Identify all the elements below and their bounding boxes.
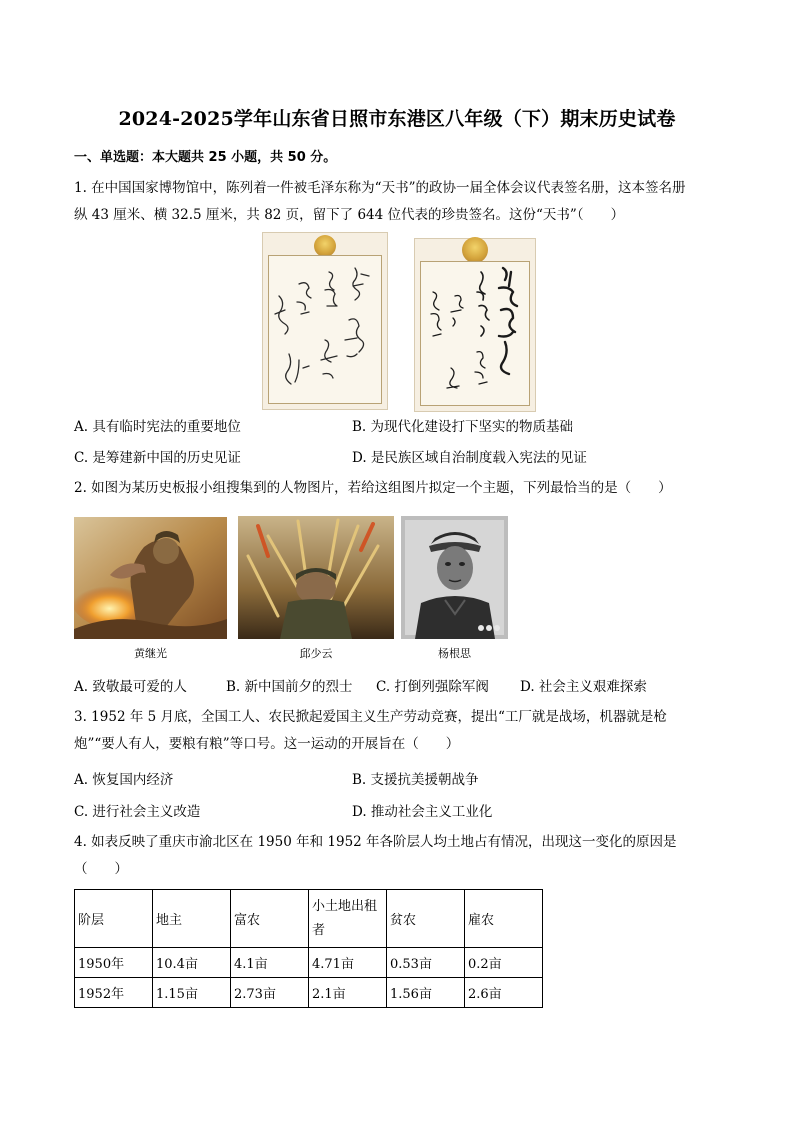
table-cell: 1.56亩 xyxy=(387,978,465,1008)
page-title: 2024-2025学年山东省日照市东港区八年级（下）期末历史试卷 xyxy=(118,108,676,130)
caption-qiu-shaoyun: 邱少云 xyxy=(299,647,333,660)
question-1-stem xyxy=(74,175,720,229)
question-3-stem xyxy=(74,704,720,758)
table-row xyxy=(75,948,543,978)
table-cell: 1.15亩 xyxy=(153,978,231,1008)
question-2-stem: 2. 如图为某历史板报小组搜集到的人物图片，若给这组图片拟定一个主题，下列最恰当的是（ ） xyxy=(74,480,672,496)
question-3-option-d[interactable]: D. 推动社会主义工业化 xyxy=(352,804,493,820)
table-cell: 4.71亩 xyxy=(309,948,387,978)
question-3-option-a[interactable]: A. 恢复国内经济 xyxy=(74,772,174,788)
table-header-cell: 富农 xyxy=(231,890,309,948)
question-4-line-2: （ ） xyxy=(74,861,128,877)
table-cell: 4.1亩 xyxy=(231,948,309,978)
table-header-cell: 小土地出租者 xyxy=(309,890,387,948)
caption-huang-jiguang: 黄继光 xyxy=(134,647,167,660)
question-1-option-c[interactable]: C. 是筹建新中国的历史见证 xyxy=(74,450,241,466)
signature-book-image-left xyxy=(262,232,388,410)
question-3-option-c[interactable]: C. 进行社会主义改造 xyxy=(74,804,201,820)
national-emblem-icon-2 xyxy=(462,237,488,263)
table-cell: 2.6亩 xyxy=(465,978,543,1008)
handwritten-signatures-right xyxy=(421,262,529,406)
question-2-option-b[interactable]: B. 新中国前夕的烈士 xyxy=(226,679,353,695)
table-header-cell: 阶层 xyxy=(75,890,153,948)
table-header-cell: 地主 xyxy=(153,890,231,948)
question-2-option-a[interactable]: A. 致敬最可爱的人 xyxy=(74,679,187,695)
table-cell: 0.2亩 xyxy=(465,948,543,978)
signature-page xyxy=(268,255,382,404)
question-3-line-1: 3. 1952 年 5 月底，全国工人、农民掀起爱国主义生产劳动竞赛，提出“工厂就是战场，机器就是枪 xyxy=(74,709,667,725)
land-ownership-table xyxy=(74,889,543,1008)
table-cell: 10.4亩 xyxy=(153,948,231,978)
signature-book-image-right xyxy=(414,238,536,412)
table-header-cell: 贫农 xyxy=(387,890,465,948)
handwritten-signatures-left xyxy=(269,256,381,404)
table-cell: 1950年 xyxy=(75,948,153,978)
question-1-option-d[interactable]: D. 是民族区域自治制度载入宪法的见证 xyxy=(352,450,587,466)
question-1-line-2: 纵 43 厘米、横 32.5 厘米，共 82 页，留下了 644 位代表的珍贵签名。这份“天书”（ ） xyxy=(74,207,625,223)
question-1-option-a[interactable]: A. 具有临时宪法的重要地位 xyxy=(74,419,241,435)
table-cell: 2.73亩 xyxy=(231,978,309,1008)
question-2-option-c[interactable]: C. 打倒列强除军阀 xyxy=(376,679,489,695)
question-3-option-b[interactable]: B. 支援抗美援朝战争 xyxy=(352,772,479,788)
table-row xyxy=(75,978,543,1008)
yang-gensi-photo xyxy=(401,516,508,639)
signature-page-2 xyxy=(420,261,530,406)
caption-yang-gensi: 杨根思 xyxy=(438,647,471,660)
qiu-shaoyun-painting xyxy=(238,516,394,639)
national-emblem-icon xyxy=(314,235,336,257)
question-1-option-b[interactable]: B. 为现代化建设打下坚实的物质基础 xyxy=(352,419,574,435)
question-2-option-d[interactable]: D. 社会主义艰难探索 xyxy=(520,679,647,695)
table-header-row xyxy=(75,890,543,948)
table-header-cell: 雇农 xyxy=(465,890,543,948)
question-3-line-2: 炮”“要人有人，要粮有粮”等口号。这一运动的开展旨在（ ） xyxy=(74,736,460,752)
table-cell: 0.53亩 xyxy=(387,948,465,978)
table-cell: 1952年 xyxy=(75,978,153,1008)
section-heading: 一、单选题：本大题共 25 小题，共 50 分。 xyxy=(74,150,337,165)
table-cell: 2.1亩 xyxy=(309,978,387,1008)
question-4-stem xyxy=(74,829,720,883)
question-4-line-1: 4. 如表反映了重庆市渝北区在 1950 年和 1952 年各阶层人均土地占有情况，出现这一变化的原因是 xyxy=(74,834,677,850)
question-1-line-1: 1. 在中国国家博物馆中，陈列着一件被毛泽东称为“天书”的政协一届全体会议代表签名册，这本签名册 xyxy=(74,180,686,196)
huang-jiguang-painting xyxy=(74,517,227,639)
